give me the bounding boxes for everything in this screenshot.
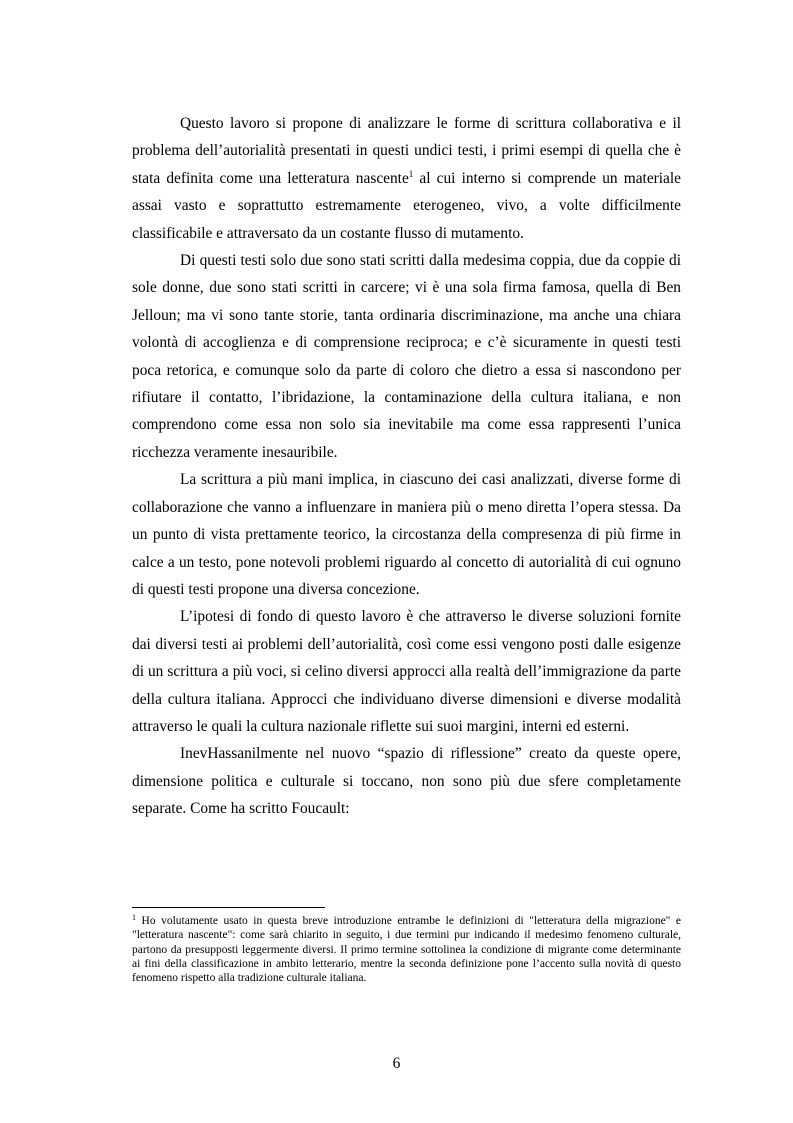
- paragraph-5: InevHassanilmente nel nuovo “spazio di riflessione” creato da queste opere, dimensione politica e culturale si toccano, non sono più due sfere completamente separate. Come ha scritto Foucault:: [132, 745, 681, 818]
- body-text: [132, 110, 681, 823]
- paragraph-3: La scrittura a più mani implica, in ciascuno dei casi analizzati, diverse forme di collaborazione che vanno a influenzare in maniera più o meno diretta l’opera stessa. Da un punto di vista prettamente teorico, la circostanza della compresenza di più firme in calce a un testo, pone notevoli problemi riguardo al concetto di autorialità di cui ognuno di questi testi propone una diversa concezione.: [132, 471, 681, 598]
- paragraph-2: Di questi testi solo due sono stati scritti dalla medesima coppia, due da coppie di sole donne, due sono stati scritti in carcere; vi è una sola firma famosa, quella di Ben Jelloun; ma vi sono tante storie, tanta ordinaria discriminazione, ma anche una chiara volontà di accoglienza e di comprensione reciproca; e c’è sicuramente in questi testi poca retorica, e comunque solo da parte di coloro che dietro a essa si nascondono per rifiutare il contatto, l’ibridazione, la contaminazione della cultura italiana, e non comprendono come essa non solo sia inevitabile ma come essa rappresenti l’unica ricchezza veramente inesauribile.: [132, 252, 681, 461]
- paragraph-1-text-before-note: Questo lavoro si propone di analizzare le forme di scrittura collaborativa e il problema dell’autorialità presentati in questi undici testi, i primi esempi di quella che è stata definita come una letteratura nascente: [132, 115, 681, 187]
- footnote-separator: [132, 907, 325, 908]
- footnote-reference[interactable]: 1: [408, 168, 414, 179]
- page-number: 6: [392, 1055, 401, 1072]
- paragraph-1: [132, 110, 681, 247]
- footnote-text: Ho volutamente usato in questa breve introduzione entrambe le definizioni di "letteratura della migrazione" e "letteratura nascente": come sarà chiarito in seguito, i due termini pur indicando il medesimo fenomeno culturale, partono da presupposti leggermente diversi. Il primo termine sottolinea la condizione di migrante come determinante ai fini della classificazione in ambito letterario, mentre la seconda definizione pone l’accento sulla novità di questo fenomeno rispetto alla tradizione culturale italiana.: [132, 915, 681, 985]
- paragraph-1-text-after-note: al cui interno si comprende un materiale assai vasto e soprattutto estremamente eterogeneo, vivo, a volte difficilmente classificabile e attraversato da un costante flusso di mutamento.: [132, 169, 681, 242]
- footnote-number: 1: [132, 913, 136, 922]
- footnote: [132, 914, 681, 985]
- paragraph-4: L’ipotesi di fondo di questo lavoro è che attraverso le diverse soluzioni fornite dai diversi testi ai problemi dell’autorialità, così come essi vengono posti dalle esigenze di un scrittura a più voci, si celino diversi approcci alla realtà dell’immigrazione da parte della cultura italiana. Approcci che individuano diverse dimensioni e diverse modalità attraverso le quali la cultura nazionale riflette sui suoi margini, interni ed esterni.: [132, 608, 681, 735]
